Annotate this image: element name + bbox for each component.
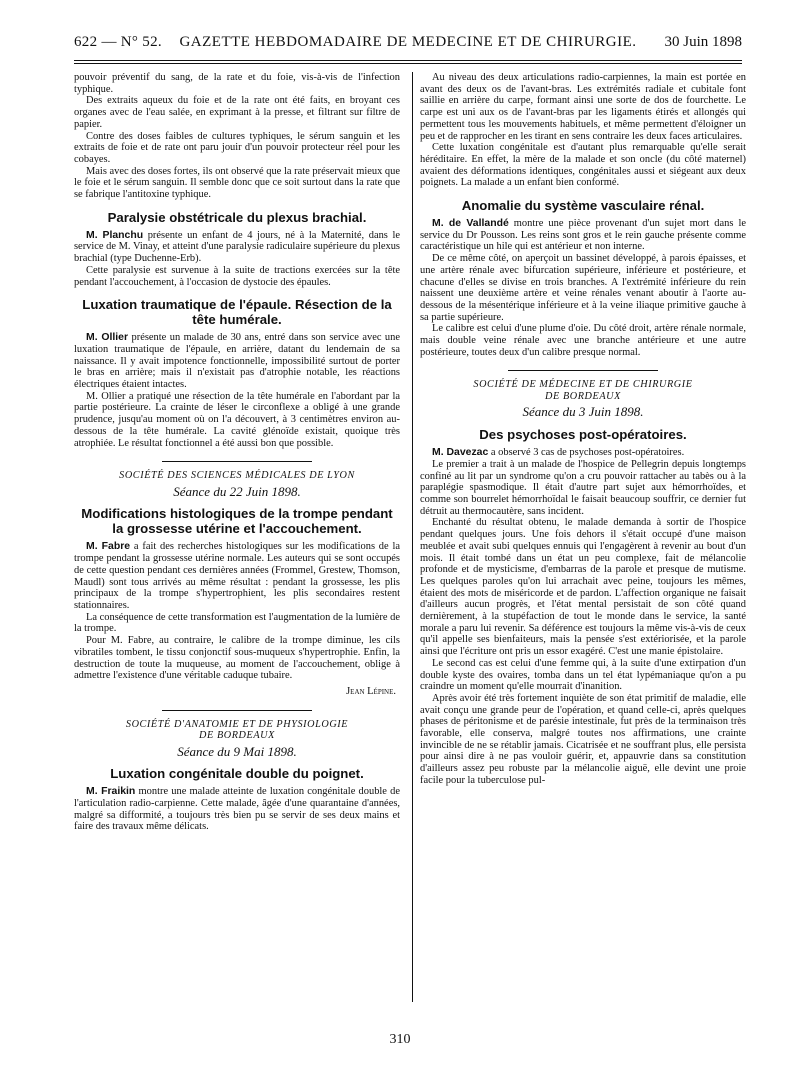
header-rule-top <box>74 60 742 61</box>
paragraph: Le calibre est celui d'une plume d'oie. Du côté droit, artère rénale normale, mais double veine rénale avec une branche antérieure et une autre postérieure, toutes deux d'un calibre presque normal. <box>420 323 746 358</box>
speaker-name: M. Fraikin <box>86 786 136 798</box>
column-divider <box>412 72 413 1002</box>
society-name-line: SOCIÉTÉ DE MÉDECINE ET DE CHIRURGIE <box>473 379 693 391</box>
paragraph <box>74 230 400 265</box>
running-header <box>74 32 742 54</box>
section-heading: Paralysie obstétricale du plexus brachial. <box>107 209 367 225</box>
paragraph: Cette paralysie est survenue à la suite de tractions exercées sur la tête pendant l'accouchement, à l'occasion de dystocie des épaules. <box>74 264 400 288</box>
society-name-line: DE BORDEAUX <box>199 730 275 742</box>
speaker-name: M. de Vallandé <box>432 218 509 230</box>
paragraph: Cette luxation congénitale est d'autant plus remarquable qu'elle serait héréditaire. En effet, la mère de la malade et son oncle (du côté maternel) avaient des déformations identiques, congénitales aussi et siégeant aux deux poignets. La malade a un enfant bien conformé. <box>420 142 746 189</box>
paragraph: Mais avec des doses fortes, ils ont observé que la rate préservait mieux que le foie et le sérum sanguin. Il semble donc que ce soit surtout dans la rate que se fabrique l'antitoxine typhique. <box>74 165 400 201</box>
society-name: SOCIÉTÉ DES SCIENCES MÉDICALES DE LYON <box>119 470 355 482</box>
speaker-name: M. Planchu <box>86 229 144 241</box>
author-signature: Jean Lépine. <box>346 685 396 697</box>
section-heading: Luxation congénitale double du poignet. <box>110 766 364 782</box>
paragraph: La conséquence de cette transformation est l'augmentation de la lumière de la trompe. <box>74 611 400 635</box>
paragraph <box>420 447 746 459</box>
paragraph: Des extraits aqueux du foie et de la rate ont été faits, en broyant ces organes avec de l'eau salée, en exprimant à la presse, et filtrant sur filtre de papier. <box>74 95 400 130</box>
paragraph <box>420 218 746 253</box>
paragraph-text: présente un enfant de 4 jours, né à la Maternité, dans le service de M. Vinay, et atteint d'une paralysie radiculaire supérieure du plexus brachial (type Duchenne-Erb). <box>74 229 400 265</box>
paragraph <box>74 332 400 391</box>
speaker-name: M. Fabre <box>86 541 131 553</box>
journal-title: GAZETTE HEBDOMADAIRE DE MEDECINE ET DE CHIRURGIE. <box>179 34 637 50</box>
speaker-name: M. Ollier <box>86 332 129 344</box>
section-heading: Modifications histologiques de la trompe pendant la grossesse utérine et l'accouchement. <box>81 506 393 537</box>
session-date: Séance du 9 Mai 1898. <box>177 743 297 759</box>
society-name <box>74 719 400 742</box>
left-column <box>74 72 400 833</box>
page-number: 310 <box>389 1032 411 1047</box>
paragraph <box>74 541 400 611</box>
paragraph-text: a fait des recherches histologiques sur les modifications de la trompe pendant la grossesse utérine normale. Les auteurs qui se sont occupés de cette question pendant ces dernières années (Frommel, Grestew, Thomson, Maudl) sont tous arrivés au même résultat : pendant la grossesse, les plis principaux de la trompe s'hypertrophient, les plis secondaires restent stationnaires. <box>74 541 400 611</box>
paragraph: Contre des doses faibles de cultures typhiques, le sérum sanguin et les extraits de foie et de rate ont paru jouir d'un pouvoir protecteur réel pour les cobayes. <box>74 130 400 165</box>
paragraph: Le second cas est celui d'une femme qui, à la suite d'une extirpation d'un double kyste des ovaires, tomba dans un tel état lypémaniaque qu'on a pu craindre un moment qu'elle mourrait d'inanition. <box>420 657 746 693</box>
paragraph-text: montre une pièce provenant d'un sujet mort dans le service du Dr Pousson. Les reins sont gros et le rein gauche présente comme caractéristique un hile qui est antérieur et non interne. <box>420 218 746 253</box>
paragraph: Après avoir été très fortement inquiète de son état primitif de maladie, elle avait conçu une grande peur de l'opération, et quand celle-ci, après quelques phases de péritonisme et de parésie intestinale, fut près de la terminaison très favorable, elle conserva, malgré toutes nos affirmations, une crainte invincible de ne se rétablir jamais. Cicatrisée et ne souffrant plus, elle persista pour ainsi dire à ne pas vouloir guérir, et, appauvrie dans sa constitution d'ailleurs assez peu robuste par la mélancolie aiguë, elle devint une proie facile pour la tuberculose pul- <box>420 692 746 786</box>
paragraph: M. Ollier a pratiqué une résection de la tête humérale en l'abordant par la partie postérieure. La crainte de léser le circonflexe a obligé à une grande prudence, jusqu'au moment où on l'a découvert, à 3 centimètres environ au-dessous de la tête humérale. La cavité glénoïde existait, quoique très atrophiée. Le résultat fonctionnel a été aussi bon que possible. <box>74 390 400 449</box>
section-separator <box>508 370 658 371</box>
session-date: Séance du 3 Juin 1898. <box>522 404 644 420</box>
paragraph-text: montre une malade atteinte de luxation congénitale double de l'articulation radio-carpienne. Cette malade, âgée d'une quarantaine d'années, malgré sa difformité, a toujours très bien pu se servir de ses deux mains et faire des travaux même délicats. <box>74 786 400 833</box>
section-separator <box>162 710 312 711</box>
paragraph: Pour M. Fabre, au contraire, le calibre de la trompe diminue, les cils vibratiles tombent, le tissu conjonctif sous-muqueux s'hypertrophie. Enfin, la destruction de toute la muqueuse, au moment de l'accouchement, oblige à admettre l'existence d'une véritable caduque tubaire. <box>74 635 400 682</box>
paragraph <box>74 786 400 833</box>
issue-date: 30 Juin 1898 <box>664 34 742 50</box>
paragraph: De ce même côté, on aperçoit un bassinet développé, à parois épaisses, et une artère rénale avec bifurcation supérieure, inférieure et postérieure, et chacune d'elles se divise en trois branches. A l'extrémité inférieure du rein naissent une deuxième artère et veine rénales venant aboutir à l'aorte au-dessous de la mésentérique inférieure et à la veine iliaque primitive gauche à sa partie supérieure. <box>420 253 746 323</box>
right-column <box>420 72 746 787</box>
society-name-line: DE BORDEAUX <box>545 390 621 402</box>
paragraph: Enchanté du résultat obtenu, le malade demanda à sortir de l'hospice pendant quelques jours. Une fois dehors il s'était occupé d'une maison meublée et avait subi quelques ennuis qui l'engagèrent à revenir au bout d'un mois. Il était tombé dans un état un peu complexe, fait de mélancolie profonde et de mysticisme, d'embarras de la parole et presque de mutisme. Les quelques paroles qu'on lui arrachait avec peine, toujours les mêmes, étaient des mots de miséricorde et de pardon. L'affection organique ne faisait d'ailleurs aucun progrès, et l'état mental persistait de son côté quand dernièrement, à la stupéfaction de tout le monde dans le service, la santé morale a paru lui revenir. Sa déférence est toujours la même vis-à-vis de ceux qu'il appelle ses bienfaiteurs, mais la pensée s'est extériorisée, et la parole ainsi que l'écriture ont pris un essor exagéré. C'est une manie épistolaire. <box>420 517 746 658</box>
paragraph-text: a observé 3 cas de psychoses post-opératoires. <box>488 447 685 459</box>
society-name-line: SOCIÉTÉ D'ANATOMIE ET DE PHYSIOLOGIE <box>125 718 349 730</box>
session-date: Séance du 22 Juin 1898. <box>173 483 301 499</box>
paragraph-text: présente un malade de 30 ans, entré dans son service avec une luxation traumatique de l'épaule, en arrière, datant du lendemain de sa naissance. Il y avait impotence fonctionnelle, impossibilité surtout de porter le bras en arrière; mais il n'existait pas d'atrophie notable, les réactions électriques étaient intactes. <box>74 332 401 391</box>
paragraph: pouvoir préventif du sang, de la rate et du foie, vis-à-vis de l'infection typhique. <box>74 72 400 95</box>
header-rule-bottom <box>74 63 742 64</box>
issue-number: 622 — N° 52. <box>74 34 162 50</box>
section-heading: Des psychoses post-opératoires. <box>479 427 687 443</box>
paragraph: Au niveau des deux articulations radio-carpiennes, la main est portée en avant des deux os de l'avant-bras. Les extrémités radiale et cubitale font saillie en arrière du carpe, formant ainsi une sorte de dos de fourchette. Le carpe est uni aux os de l'avant-bras par les ligaments étirés et allongés qui permettent tous les mouvements habituels, et même permettent d'éloigner un peu et de rapprocher en les tirant en sens contraire les deux faces articulaires. <box>420 72 746 142</box>
speaker-name: M. Davezac <box>432 447 489 459</box>
section-heading: Luxation traumatique de l'épaule. Résection de la tête humérale. <box>82 297 392 328</box>
section-separator <box>162 461 312 462</box>
society-name <box>420 379 746 402</box>
paragraph: Le premier a trait à un malade de l'hospice de Pellegrin depuis longtemps confiné au lit par un syndrome qu'on a cru pouvoir rattacher au tabès ou à la paraplégie spasmodique. Il était d'autre part sujet aux hémorrhoïdes, et comme son bourrelet hémorrhoïdal le faisait beaucoup souffrir, ce dernier fut détruit au thermocautère, sans incident. <box>420 458 746 517</box>
section-heading: Anomalie du système vasculaire rénal. <box>461 198 705 214</box>
